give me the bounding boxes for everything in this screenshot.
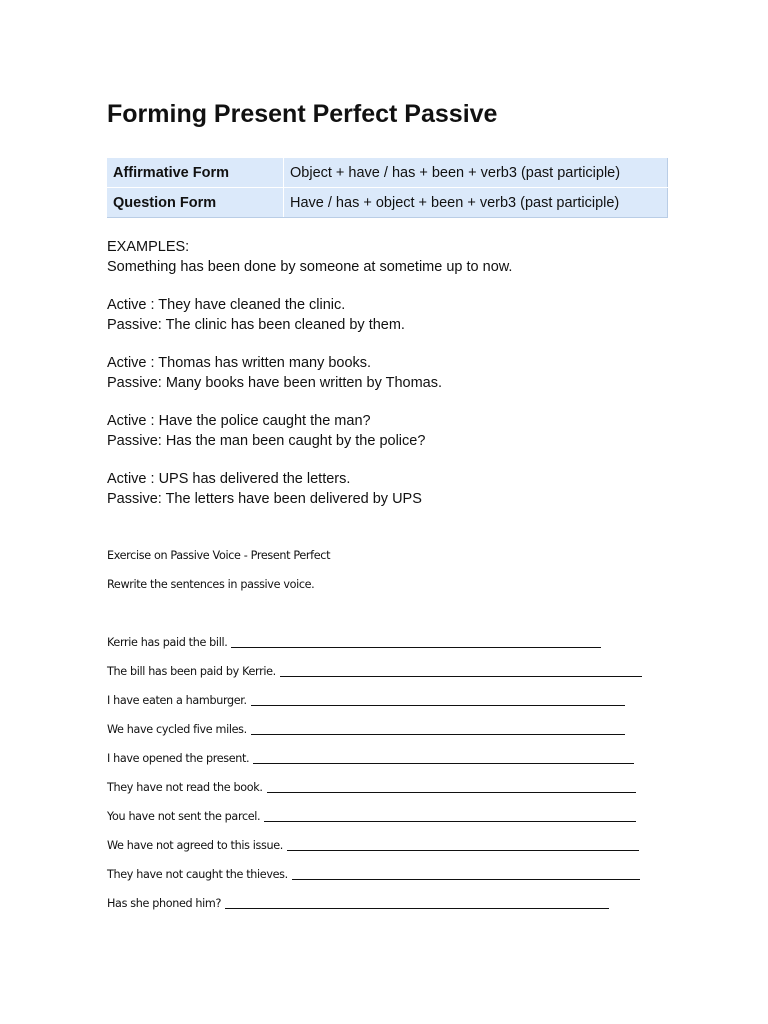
exercise-item [107, 836, 642, 865]
exercise-sentence: They have not caught the thieves. [107, 868, 288, 881]
exercise-sentence: You have not sent the parcel. [107, 810, 261, 823]
example-passive: Passive: Has the man been caught by the police? [107, 432, 426, 449]
answer-blank[interactable] [253, 749, 634, 764]
example-passive: Passive: Many books have been written by Thomas. [107, 374, 443, 391]
exercise-item [107, 865, 642, 894]
exercise-item [107, 807, 642, 836]
answer-blank[interactable] [292, 865, 640, 880]
exercise-sentence: I have opened the present. [107, 752, 250, 765]
spacer [107, 393, 512, 412]
spacer [107, 277, 512, 296]
example-passive: Passive: The letters have been delivered by UPS [107, 490, 422, 507]
question-form-row [107, 188, 668, 218]
exercise-sentence: We have not agreed to this issue. [107, 839, 283, 852]
form-label: Question Form [107, 188, 284, 218]
exercise-item [107, 691, 642, 720]
answer-blank[interactable] [287, 836, 639, 851]
examples-section [107, 238, 512, 509]
example-passive: Passive: The clinic has been cleaned by them. [107, 316, 405, 333]
answer-blank[interactable] [225, 894, 609, 909]
example-active: Active : They have cleaned the clinic. [107, 297, 346, 313]
examples-intro: Something has been done by someone at sometime up to now. [107, 258, 513, 275]
answer-blank[interactable] [264, 807, 636, 822]
form-label: Affirmative Form [107, 158, 284, 188]
exercise-sentence: I have eaten a hamburger. [107, 694, 247, 707]
exercise-sentence: The bill has been paid by Kerrie. [107, 665, 276, 678]
exercise-sentence: Has she phoned him? [107, 897, 222, 910]
spacer [107, 335, 512, 354]
exercise-item [107, 749, 642, 778]
form-structure: Object + have / has + been + verb3 (past participle) [284, 158, 668, 188]
answer-blank[interactable] [231, 633, 601, 648]
exercise-item [107, 662, 642, 691]
exercise-sentence: Kerrie has paid the bill. [107, 636, 228, 649]
answer-blank[interactable] [267, 778, 636, 793]
exercise-item [107, 633, 642, 662]
example-active: Active : Thomas has written many books. [107, 355, 372, 371]
forms-table [107, 158, 668, 218]
exercise-instruction: Rewrite the sentences in passive voice. [107, 578, 315, 591]
spacer [107, 451, 512, 470]
exercise-sentence: We have cycled five miles. [107, 723, 247, 736]
exercise-title: Exercise on Passive Voice - Present Perfect [107, 549, 331, 562]
exercise-item [107, 720, 642, 749]
answer-blank[interactable] [251, 691, 625, 706]
exercise-sentence: They have not read the book. [107, 781, 263, 794]
answer-blank[interactable] [280, 662, 642, 677]
affirmative-form-row [107, 158, 668, 188]
exercise-sentences [107, 633, 642, 923]
page-title: Forming Present Perfect Passive [107, 100, 498, 128]
example-active: Active : Have the police caught the man? [107, 413, 371, 429]
answer-blank[interactable] [251, 720, 625, 735]
exercise-item [107, 894, 642, 923]
example-active: Active : UPS has delivered the letters. [107, 471, 351, 487]
form-structure: Have / has + object + been + verb3 (past participle) [284, 188, 668, 218]
exercise-header [107, 546, 330, 595]
examples-heading: EXAMPLES: [107, 239, 190, 255]
exercise-item [107, 778, 642, 807]
